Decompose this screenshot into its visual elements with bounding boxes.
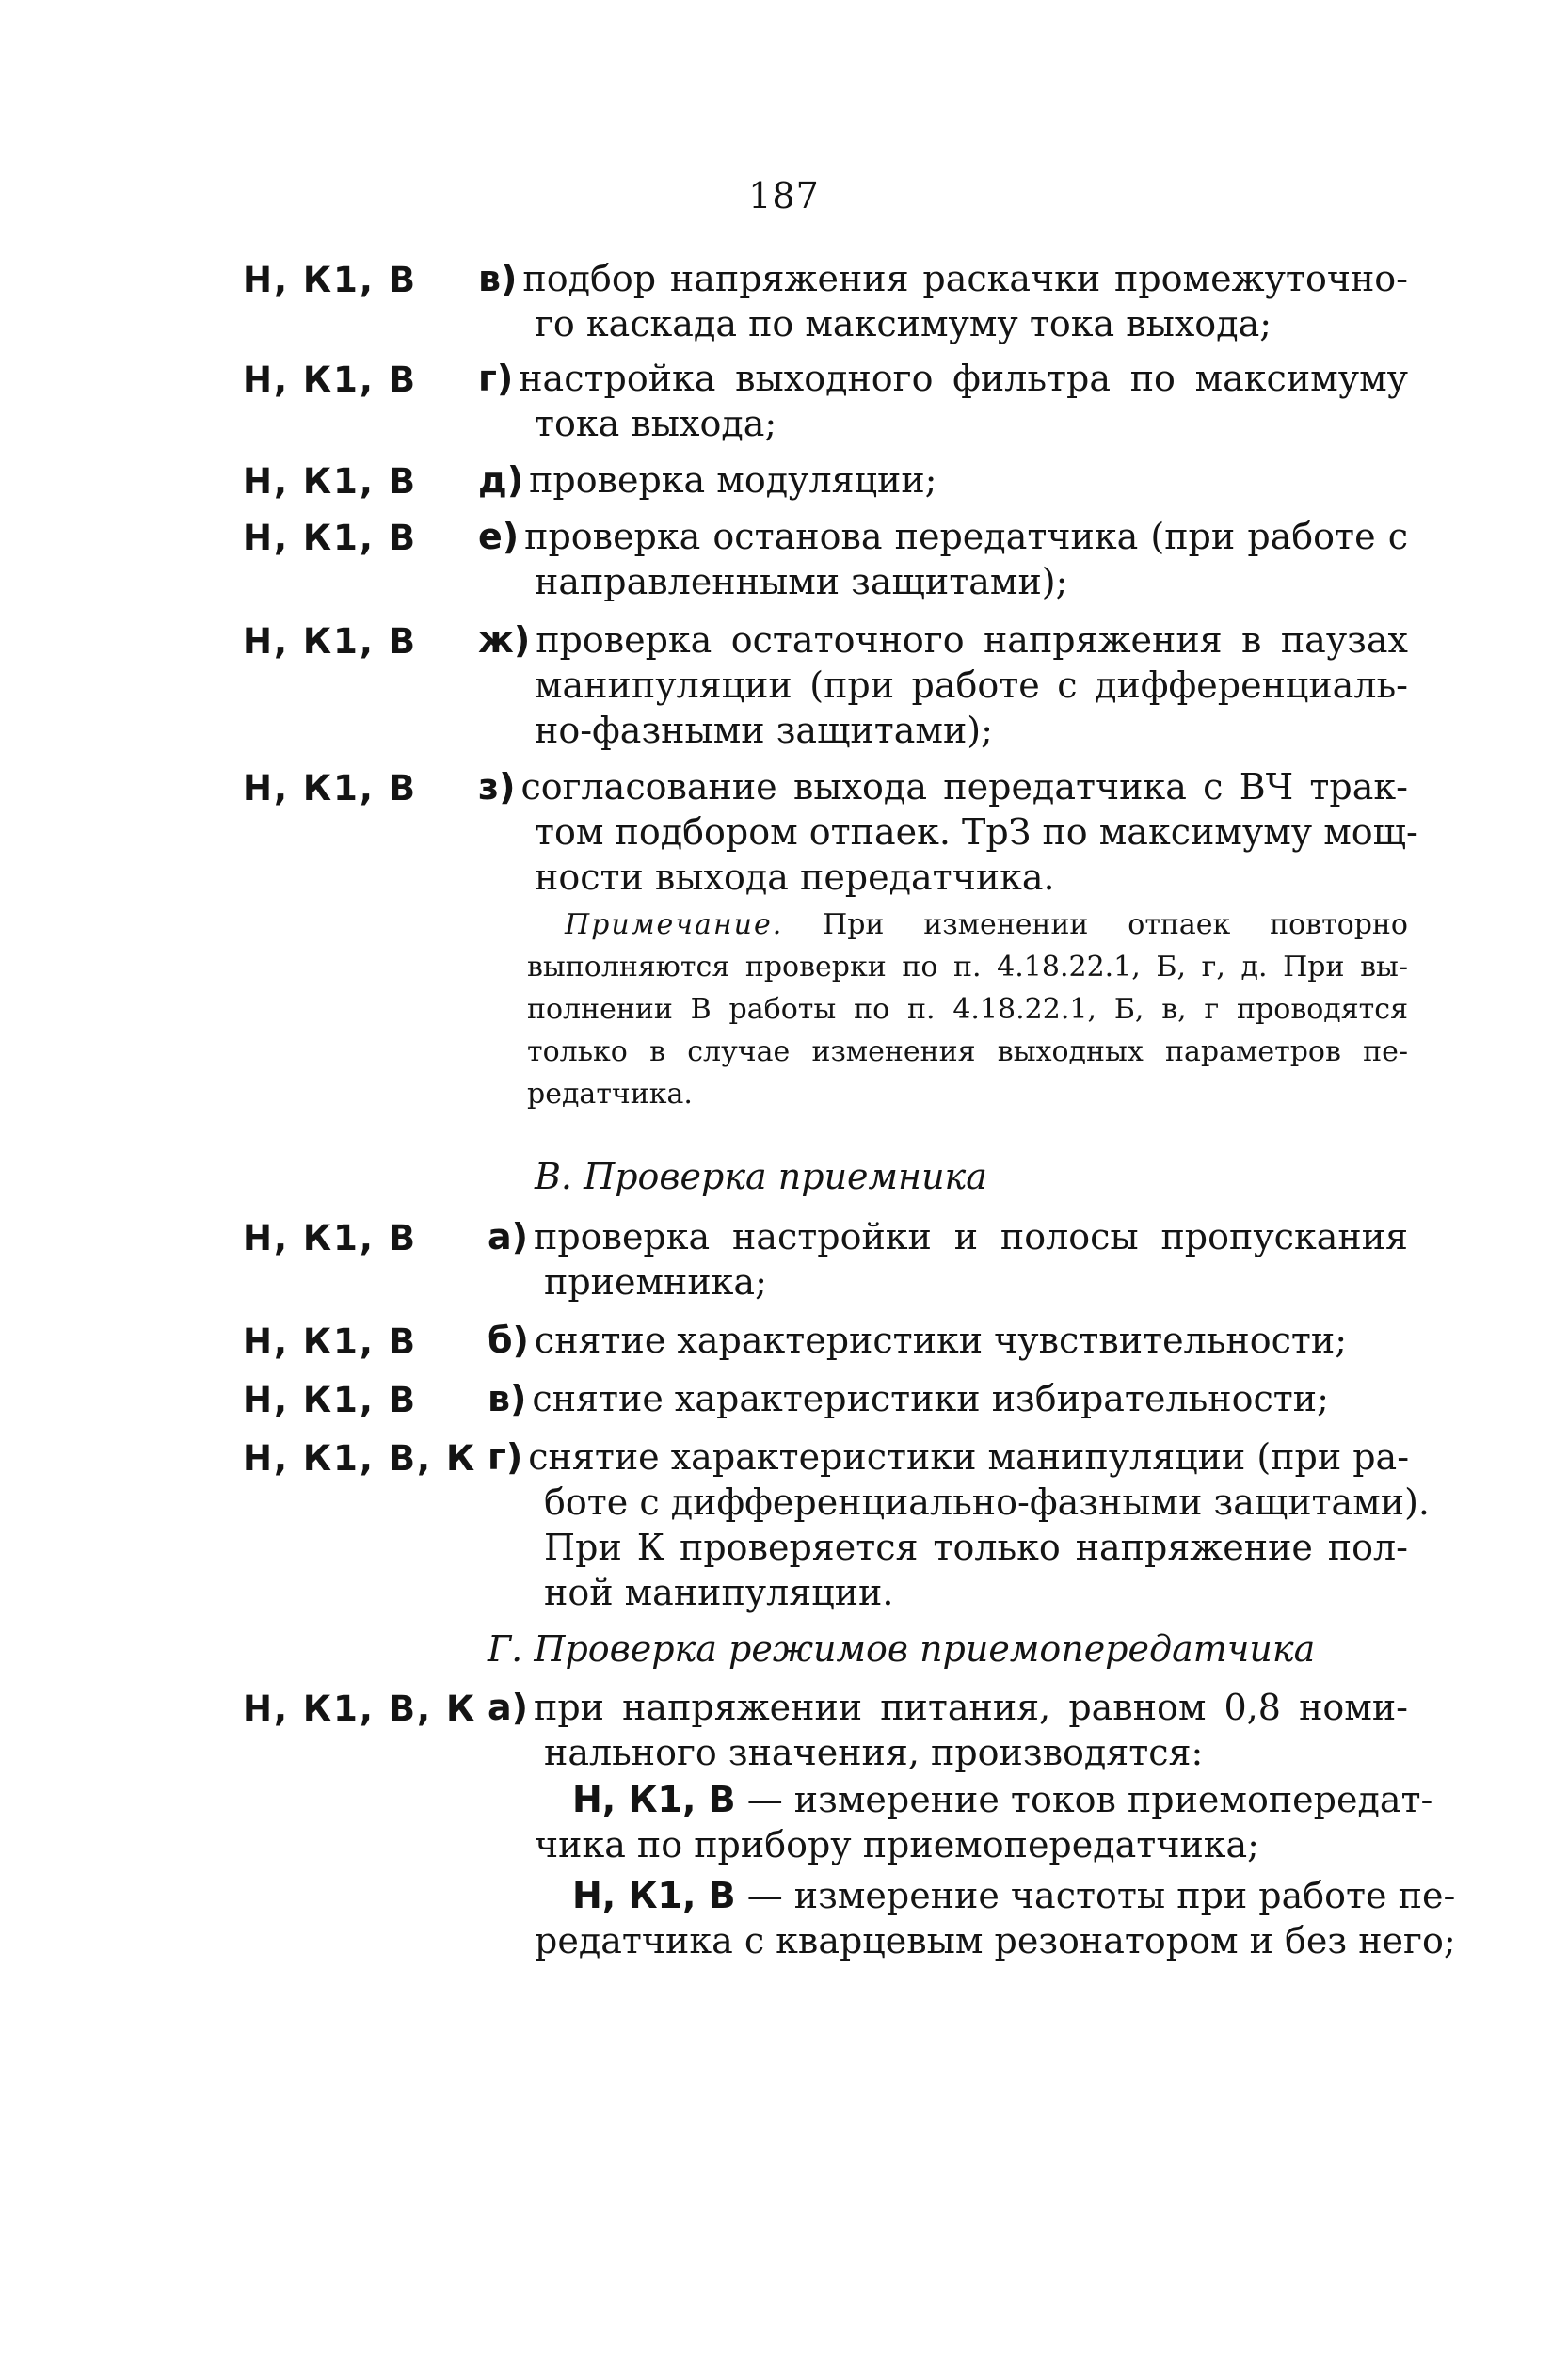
item-marker: в) <box>478 258 518 299</box>
item-codes: Н, К1, В <box>243 518 418 558</box>
item-marker: г) <box>488 1436 523 1478</box>
dash: — <box>746 1779 783 1820</box>
note-line: При изменении отпаек повторно <box>823 908 1408 941</box>
item-line: при напряжении питания, равном 0,8 номи- <box>534 1687 1408 1728</box>
item-line: тока выхода; <box>535 403 777 444</box>
item-line: измерение токов приемопередат- <box>793 1779 1433 1820</box>
item-line: ности выхода передатчика. <box>535 856 1055 898</box>
item-line: редатчика с кварцевым резонатором и без него; <box>535 1920 1456 1961</box>
section-heading: В. Проверка приемника <box>535 1156 987 1197</box>
item-marker: г) <box>478 358 514 399</box>
item-marker: ж) <box>478 619 531 661</box>
item-line: направленными защитами); <box>535 561 1068 602</box>
sub-item <box>535 1873 1456 1963</box>
item-text <box>488 1318 1408 1363</box>
item-marker: а) <box>488 1687 529 1728</box>
note <box>527 904 1408 1115</box>
item-text <box>488 1685 1408 1775</box>
item-text <box>478 514 1408 604</box>
item-line: боте с дифференциально-фазными защитами). <box>544 1481 1431 1523</box>
item-line: подбор напряжения раскачки промежуточно- <box>522 258 1408 299</box>
item-line: снятие характеристики избирательности; <box>532 1378 1329 1419</box>
item-line: настройка выходного фильтра по максимуму <box>519 358 1408 399</box>
note-line: выполняются проверки по п. 4.18.22.1, Б, г, д. При вы- <box>527 951 1408 984</box>
item-line: манипуляции (при работе с дифференциаль- <box>535 664 1408 706</box>
sub-item <box>535 1777 1433 1867</box>
item-text <box>478 356 1408 446</box>
item-line: измерение частоты при работе пе- <box>793 1875 1456 1916</box>
item-line: чика по прибору приемопередатчика; <box>535 1824 1259 1865</box>
item-marker: б) <box>488 1320 529 1361</box>
item-codes: Н, К1, В <box>243 461 418 502</box>
item-line: проверка настройки и полосы пропускания <box>534 1216 1408 1257</box>
item-marker: в) <box>488 1378 527 1419</box>
item-text <box>478 256 1408 346</box>
item-codes: Н, К1, В, К <box>243 1438 477 1479</box>
item-line: том подбором отпаек. ТрЗ по максимуму мощ- <box>535 811 1418 853</box>
dash: — <box>746 1875 783 1916</box>
item-marker: д) <box>478 459 524 501</box>
item-line: снятие характеристики манипуляции (при ра- <box>528 1436 1410 1478</box>
item-line: проверка остаточного напряжения в паузах <box>536 619 1408 661</box>
item-line: снятие характеристики чувствительности; <box>534 1320 1348 1361</box>
item-line: го каскада по максимуму тока выхода; <box>535 303 1272 344</box>
item-codes: Н, К1, В <box>243 1321 418 1362</box>
sub-item-codes: Н, К1, В <box>572 1875 736 1916</box>
item-marker: а) <box>488 1216 529 1257</box>
item-text <box>478 617 1408 753</box>
item-codes: Н, К1, В <box>243 768 418 808</box>
item-text <box>488 1434 1431 1615</box>
item-codes: Н, К1, В, К <box>243 1689 477 1729</box>
item-codes: Н, К1, В <box>243 621 418 662</box>
item-line: приемника; <box>544 1261 767 1303</box>
item-text <box>488 1214 1408 1305</box>
item-line: ной манипуляции. <box>544 1572 894 1613</box>
page-number: 187 <box>748 175 820 216</box>
item-text <box>478 457 1408 503</box>
item-line: согласование выхода передатчика с ВЧ трак- <box>520 766 1408 808</box>
note-line: только в случае изменения выходных параметров пе- <box>527 1035 1408 1068</box>
note-label: Примечание. <box>565 908 784 941</box>
section-heading: Г. Проверка режимов приемопередатчика <box>488 1628 1316 1670</box>
sub-item-codes: Н, К1, В <box>572 1779 736 1820</box>
note-line: полнении В работы по п. 4.18.22.1, Б, в, г проводятся <box>527 993 1408 1026</box>
note-line: редатчика. <box>527 1078 693 1111</box>
item-line: нального значения, производятся: <box>544 1732 1204 1773</box>
item-codes: Н, К1, В <box>243 1218 418 1258</box>
item-line: проверка останова передатчика (при работе с <box>524 516 1408 557</box>
item-marker: з) <box>478 766 516 808</box>
item-marker: е) <box>478 516 520 557</box>
item-line: проверка модуляции; <box>529 459 937 501</box>
item-text <box>488 1376 1408 1421</box>
item-line: При К проверяется только напряжение пол- <box>544 1527 1408 1568</box>
item-codes: Н, К1, В <box>243 260 418 300</box>
item-line: но-фазными защитами); <box>535 710 993 751</box>
item-codes: Н, К1, В <box>243 1380 418 1420</box>
item-codes: Н, К1, В <box>243 360 418 400</box>
item-text <box>478 764 1418 900</box>
